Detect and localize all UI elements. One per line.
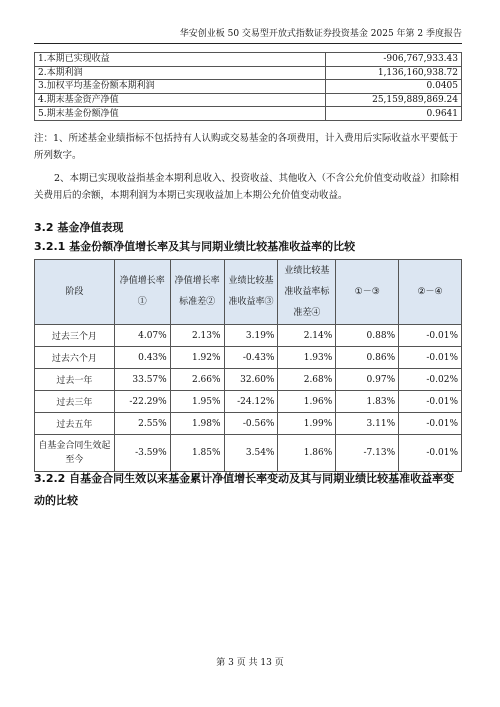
table-row xyxy=(35,413,462,435)
table-row xyxy=(35,325,462,347)
table-cell: -0.01% xyxy=(399,325,462,347)
table-cell: -0.56% xyxy=(224,413,278,435)
table-cell: 0.86% xyxy=(336,347,399,369)
table-cell: 2.14% xyxy=(278,325,336,347)
table-cell: 1.99% xyxy=(278,413,336,435)
table-cell: -0.01% xyxy=(399,391,462,413)
table-cell: 0.43% xyxy=(114,347,170,369)
table-cell: -0.43% xyxy=(224,347,278,369)
metric-value: 0.9641 xyxy=(326,107,462,121)
table-cell: 1.98% xyxy=(170,413,224,435)
table-row xyxy=(35,347,462,369)
table-cell: 4.07% xyxy=(114,325,170,347)
table-cell: 1.83% xyxy=(336,391,399,413)
metric-label: 4.期末基金资产净值 xyxy=(35,93,326,107)
table-cell: 33.57% xyxy=(114,369,170,391)
table-cell: -7.13% xyxy=(336,435,399,472)
table-cell: 1.85% xyxy=(170,435,224,472)
financial-metrics-table xyxy=(34,52,462,121)
table-cell: 2.13% xyxy=(170,325,224,347)
metric-row xyxy=(35,93,462,107)
column-header: ②－④ xyxy=(399,260,462,325)
table-cell: -3.59% xyxy=(114,435,170,472)
column-header: ①－③ xyxy=(336,260,399,325)
note-2: 2、本期已实现收益指基金本期利息收入、投资收益、其他收入（不含公允价值变动收益）扣除相关费用后的余额，本期利润为本期已实现收益加上本期公允价值变动收益。 xyxy=(34,173,460,201)
metric-row xyxy=(35,66,462,80)
period-label: 过去三年 xyxy=(35,391,115,413)
period-label: 过去五年 xyxy=(35,413,115,435)
table-row xyxy=(35,369,462,391)
table-cell: 2.66% xyxy=(170,369,224,391)
table-cell: 0.88% xyxy=(336,325,399,347)
table-cell: -24.12% xyxy=(224,391,278,413)
section-3-2-heading: 3.2 基金净值表现 xyxy=(34,221,124,234)
table-cell: -0.01% xyxy=(399,413,462,435)
table-header-row xyxy=(35,260,462,325)
nav-performance-table xyxy=(34,259,462,472)
section-3-2-1-heading: 3.2.1 基金份额净值增长率及其与同期业绩比较基准收益率的比较 xyxy=(34,240,356,253)
table-cell: -22.29% xyxy=(114,391,170,413)
table-cell: 1.86% xyxy=(278,435,336,472)
table-cell: -0.01% xyxy=(399,347,462,369)
table-cell: 3.54% xyxy=(224,435,278,472)
table-cell: 2.55% xyxy=(114,413,170,435)
table-row xyxy=(35,435,462,472)
table-cell: 0.97% xyxy=(336,369,399,391)
table-cell: 3.19% xyxy=(224,325,278,347)
metric-row xyxy=(35,80,462,94)
metric-row xyxy=(35,107,462,121)
table-cell: 3.11% xyxy=(336,413,399,435)
column-header: 阶段 xyxy=(35,260,115,325)
metric-label: 2.本期利润 xyxy=(35,66,326,80)
metric-label: 5.期末基金份额净值 xyxy=(35,107,326,121)
metric-label: 3.加权平均基金份额本期利润 xyxy=(35,80,326,94)
table-cell: 32.60% xyxy=(224,369,278,391)
period-label: 过去三个月 xyxy=(35,325,115,347)
column-header: 业绩比较基准收益率标准差④ xyxy=(278,260,336,325)
metric-label: 1.本期已实现收益 xyxy=(35,53,326,67)
column-header: 净值增长率① xyxy=(114,260,170,325)
note-1: 注：1、所述基金业绩指标不包括持有人认购或交易基金的各项费用，计入费用后实际收益水平要低于所列数字。 xyxy=(34,133,459,161)
period-label: 过去六个月 xyxy=(35,347,115,369)
column-header: 业绩比较基准收益率③ xyxy=(224,260,278,325)
metric-value: 25,159,889,869.24 xyxy=(326,93,462,107)
table-cell: -0.01% xyxy=(399,435,462,472)
metric-value: -906,767,933.43 xyxy=(326,53,462,67)
period-label: 自基金合同生效起至今 xyxy=(35,435,115,472)
metric-value: 1,136,160,938.72 xyxy=(326,66,462,80)
metric-value: 0.0405 xyxy=(326,80,462,94)
page-header: 华安创业板 50 交易型开放式指数证券投资基金 2025 年第 2 季度报告 xyxy=(34,28,462,44)
period-label: 过去一年 xyxy=(35,369,115,391)
section-3-2-2-heading: 3.2.2 自基金合同生效以来基金累计净值增长率变动及其与同期业绩比较基准收益率变动的比较 xyxy=(34,472,455,507)
table-cell: 1.96% xyxy=(278,391,336,413)
table-cell: 1.92% xyxy=(170,347,224,369)
table-cell: 1.93% xyxy=(278,347,336,369)
table-row xyxy=(35,391,462,413)
column-header: 净值增长率标准差② xyxy=(170,260,224,325)
table-cell: -0.02% xyxy=(399,369,462,391)
table-cell: 1.95% xyxy=(170,391,224,413)
page-footer: 第 3 页 共 13 页 xyxy=(216,658,284,668)
table-cell: 2.68% xyxy=(278,369,336,391)
metric-row xyxy=(35,53,462,67)
